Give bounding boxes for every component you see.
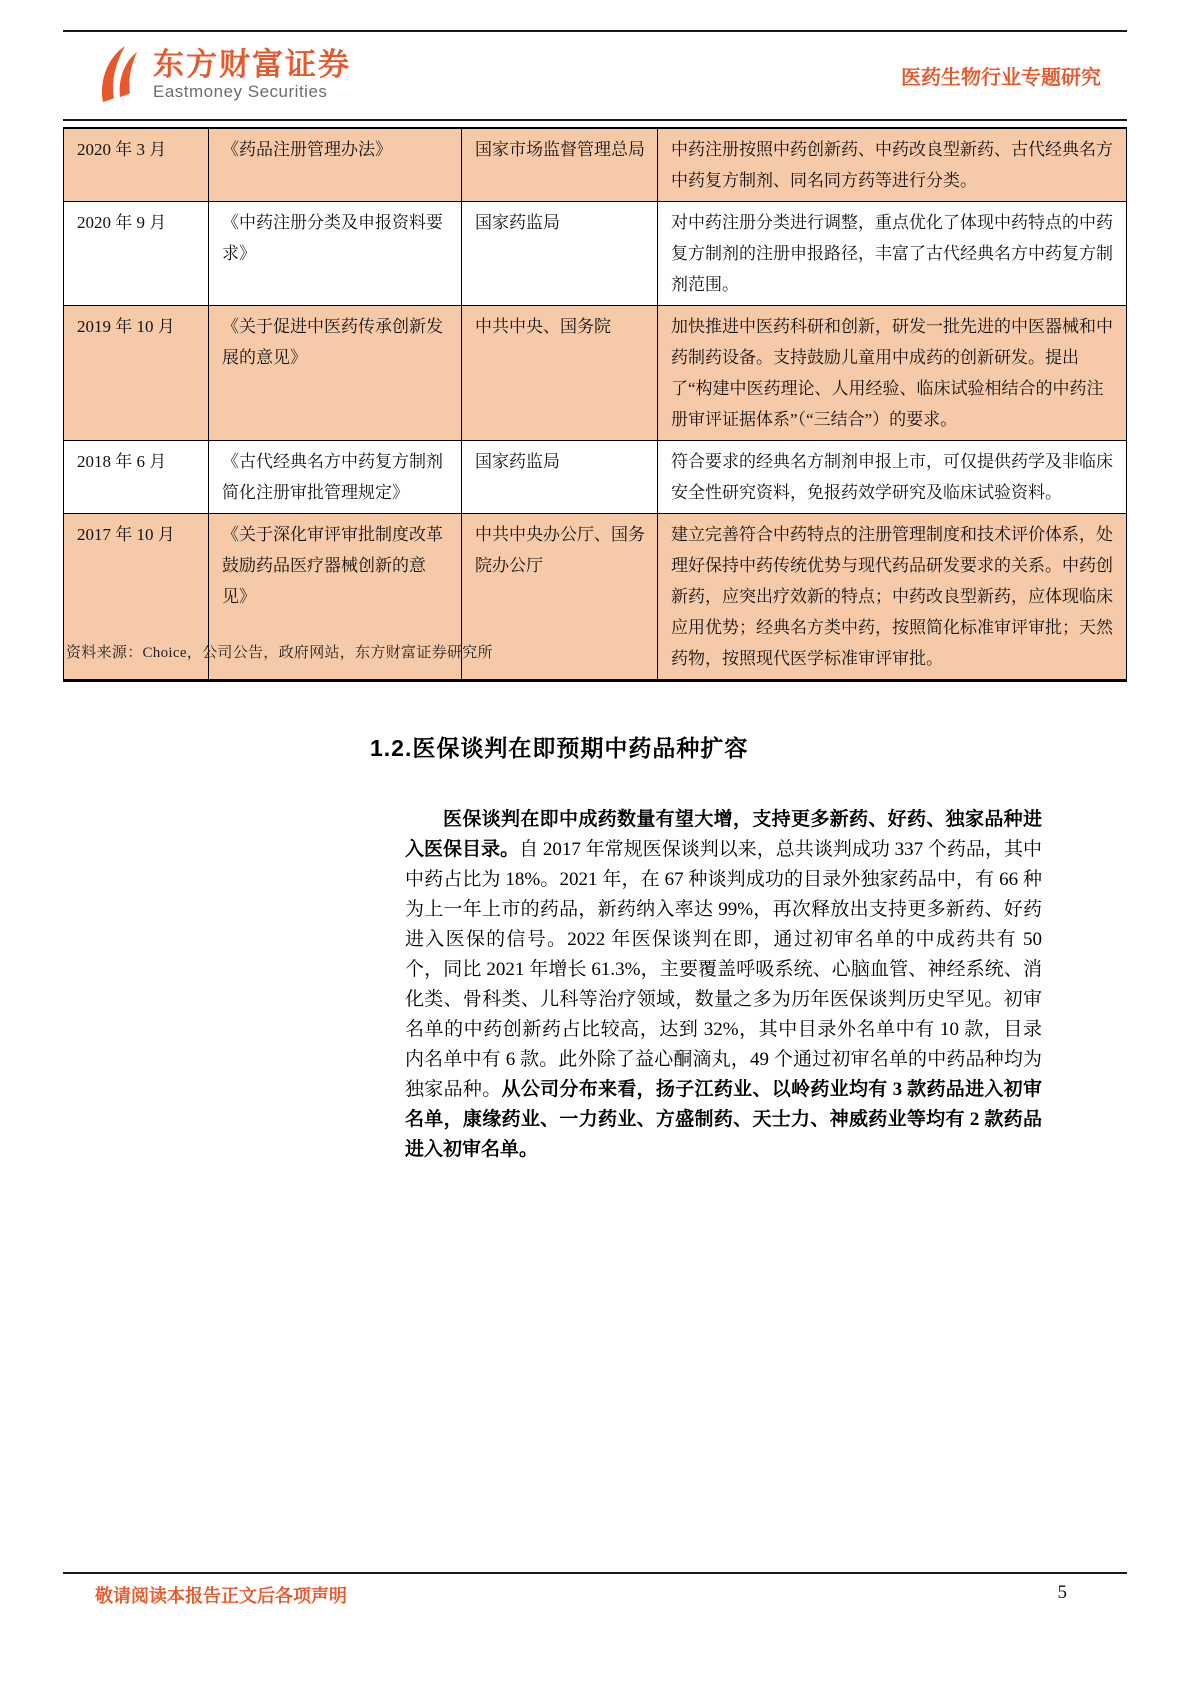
cell-policy: 《药品注册管理办法》 [209,128,462,202]
brand-name-cn: 东方财富证券 [153,46,351,82]
top-rule [63,30,1127,32]
cell-date: 2020 年 9 月 [64,202,209,306]
paragraph-regular-text: 自 2017 年常规医保谈判以来，总共谈判成功 337 个药品，其中中药占比为 18%。2021 年，在 67 种谈判成功的目录外独家药品中，有 66 种为上一年上市的药品，新药纳入率达 99%，再次释放出支持更多新药、好药进入医保的信号。2022 年医保谈判在即，通过初审名单的中成药共有 50 个，同比 2021 年增长 61.3%，主要覆盖呼吸系统、心脑血管、神经系统、消化类、骨科类、儿科等治疗领域，数量之多为历年医保谈判历史罕见。初审名单的中药创新药占比较高，达到 32%，其中目录外名单中有 10 款，目录内名单中有 6 款。此外除了益心酮滴丸，49 个通过初审名单的中药品种均为独家品种。 [405,839,1042,1100]
eastmoney-logo [63,44,351,106]
page-header [63,40,1127,110]
table-row [64,128,1127,202]
cell-issuer: 国家药监局 [462,202,658,306]
cell-date: 2017 年 10 月 [64,514,209,681]
footer-disclaimer: 敬请阅读本报告正文后各项声明 [95,1586,347,1606]
page-footer [63,1582,1127,1608]
policy-table [63,127,1127,682]
table-row [64,202,1127,306]
cell-content: 加快推进中医药科研和创新，研发一批先进的中医器械和中药制药设备。支持鼓励儿童用中成药的创新研发。提出了“构建中医药理论、人用经验、临床试验相结合的中药注册审评证据体系”（“三结合”）的要求。 [658,306,1127,441]
cell-policy: 《古代经典名方中药复方制剂简化注册审批管理规定》 [209,441,462,514]
cell-date: 2020 年 3 月 [64,128,209,202]
policy-table-container [63,127,1127,682]
cell-content: 建立完善符合中药特点的注册管理制度和技术评价体系，处理好保持中药传统优势与现代药品研发要求的关系。中药创新药，应突出疗效新的特点；中药改良型新药，应体现临床应用优势；经典名方类中药，按照简化标准审评审批；天然药物，按照现代医学标准审评审批。 [658,514,1127,681]
cell-issuer: 中共中央办公厅、国务院办公厅 [462,514,658,681]
source-note: 资料来源：Choice，公司公告，政府网站，东方财富证券研究所 [66,645,493,661]
table-row [64,441,1127,514]
section-heading: 1.2.医保谈判在即预期中药品种扩容 [370,735,749,761]
brand-name-en: Eastmoney Securities [153,82,328,102]
cell-issuer: 国家药监局 [462,441,658,514]
report-type-title: 医药生物行业专题研究 [901,66,1101,89]
cell-content: 对中药注册分类进行调整，重点优化了体现中药特点的中药复方制剂的注册申报路径，丰富了古代经典名方中药复方制剂范围。 [658,202,1127,306]
paragraph-bold-tail: 从公司分布来看，扬子江药业、以岭药业均有 3 款药品进入初审名单，康缘药业、一力药业、方盛制药、天士力、神威药业等均有 2 款药品进入初审名单。 [405,1079,1042,1160]
footer-rule [63,1572,1127,1574]
cell-policy: 《关于深化审评审批制度改革鼓励药品医疗器械创新的意见》 [209,514,462,681]
page-number: 5 [1057,1582,1067,1603]
eastmoney-flame-icon [93,44,143,106]
cell-policy: 《关于促进中医药传承创新发展的意见》 [209,306,462,441]
header-rule [63,119,1127,121]
cell-content: 符合要求的经典名方制剂申报上市，可仅提供药学及非临床安全性研究资料，免报药效学研究及临床试验资料。 [658,441,1127,514]
cell-content: 中药注册按照中药创新药、中药改良型新药、古代经典名方中药复方制剂、同名同方药等进行分类。 [658,128,1127,202]
cell-date: 2019 年 10 月 [64,306,209,441]
cell-issuer: 国家市场监督管理总局 [462,128,658,202]
cell-policy: 《中药注册分类及申报资料要求》 [209,202,462,306]
cell-issuer: 中共中央、国务院 [462,306,658,441]
paragraph-bold-lead: 医保谈判在即中成药数量有望大增，支持更多新药、好药、独家品种进入医保目录。 [405,809,1042,860]
cell-date: 2018 年 6 月 [64,441,209,514]
body-paragraph [405,805,1042,1165]
table-row [64,306,1127,441]
